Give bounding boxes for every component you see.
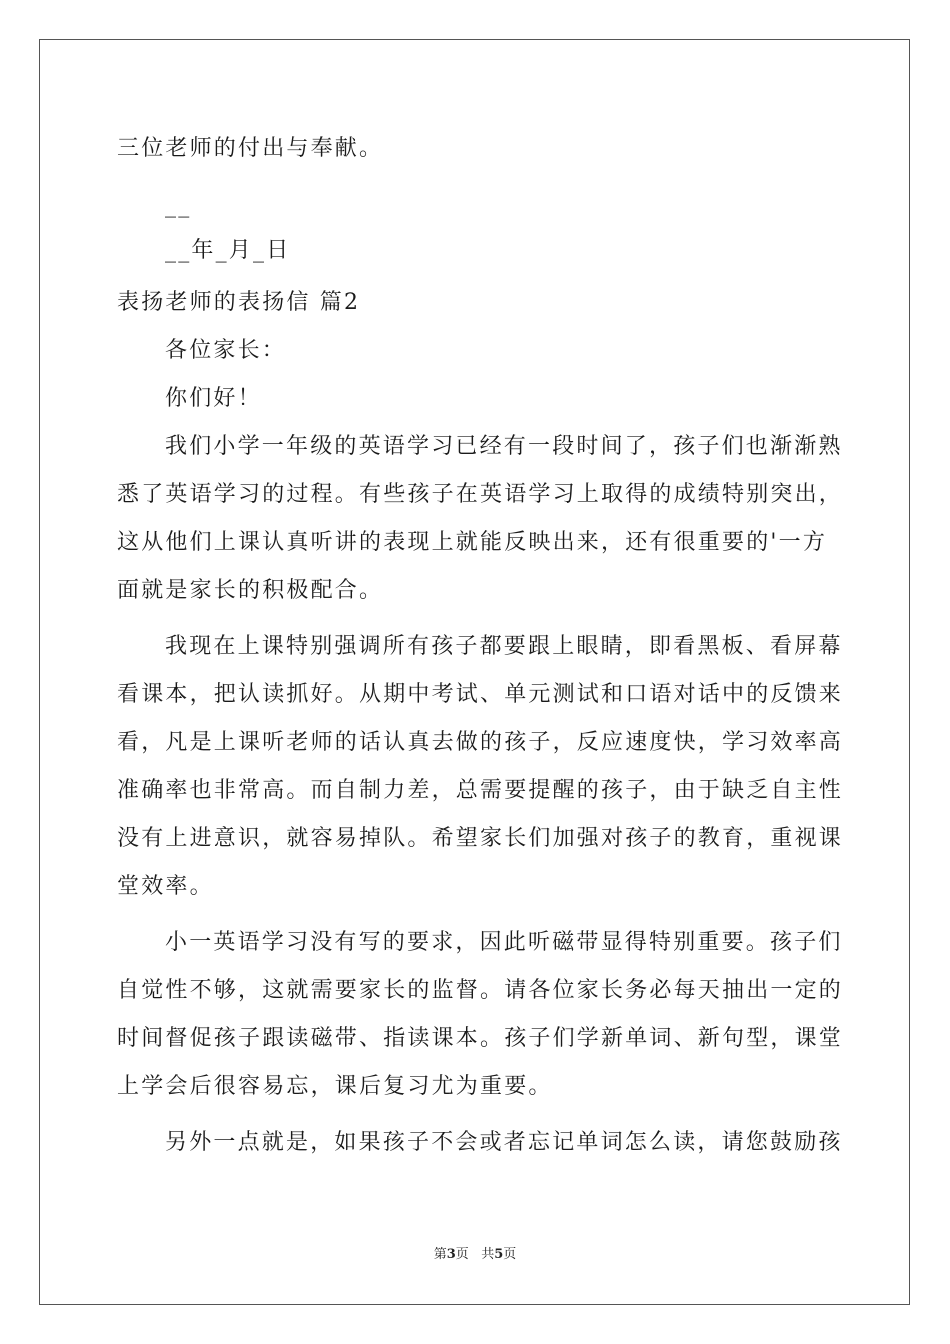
text-line: 上学会后很容易忘，课后复习尤为重要。 [117,1074,553,1099]
text-line: 我现在上课特别强调所有孩子都要跟上眼睛，即看黑板、看屏幕 [165,634,843,659]
text-line: 自觉性不够，这就需要家长的监督。请各位家长务必每天抽出一定的 [117,978,844,1003]
text-line: 看，凡是上课听老师的话认真去做的孩子，反应速度快，学习效率高 [117,730,844,755]
text-line: 另外一点就是，如果孩子不会或者忘记单词怎么读，请您鼓励孩 [165,1130,843,1155]
salutation: 各位家长： [165,338,287,363]
page-footer [0,1246,950,1264]
text-line: 没有上进意识，就容易掉队。希望家长们加强对孩子的教育，重视课 [117,826,844,851]
page-border [39,39,910,1305]
text-line: 这从他们上课认真听讲的表现上就能反映出来，还有很重要的'一方 [117,530,828,555]
text-line: 面就是家长的积极配合。 [117,578,384,603]
signature-blank: __ [165,193,192,218]
total-suffix: 页 [503,1247,517,1262]
total-prefix: 共 [481,1247,495,1262]
text-line: 时间督促孩子跟读磁带、指读课本。孩子们学新单词、新句型，课堂 [117,1026,844,1051]
page-total: 5 [494,1247,504,1262]
text-line: 我们小学一年级的英语学习已经有一段时间了，孩子们也渐渐熟 [165,434,843,459]
text-line: 准确率也非常高。而自制力差，总需要提醒的孩子，由于缺乏自主性 [117,778,844,803]
text-line: 堂效率。 [117,874,214,899]
page-prefix: 第 [433,1247,447,1262]
text-line: 看课本，把认读抓好。从期中考试、单元测试和口语对话中的反馈来 [117,682,844,707]
text-line: 小一英语学习没有写的要求，因此听磁带显得特别重要。孩子们 [165,930,843,955]
text-line: 悉了英语学习的过程。有些孩子在英语学习上取得的成绩特别突出， [117,482,844,507]
text-line: 三位老师的付出与奉献。 [117,136,384,161]
greeting: 你们好！ [165,386,262,411]
page-current: 3 [446,1247,456,1262]
date-blank: __年_月_日 [165,238,291,263]
page-suffix: 页 [455,1247,469,1262]
section-heading: 表扬老师的表扬信 篇2 [117,290,361,315]
